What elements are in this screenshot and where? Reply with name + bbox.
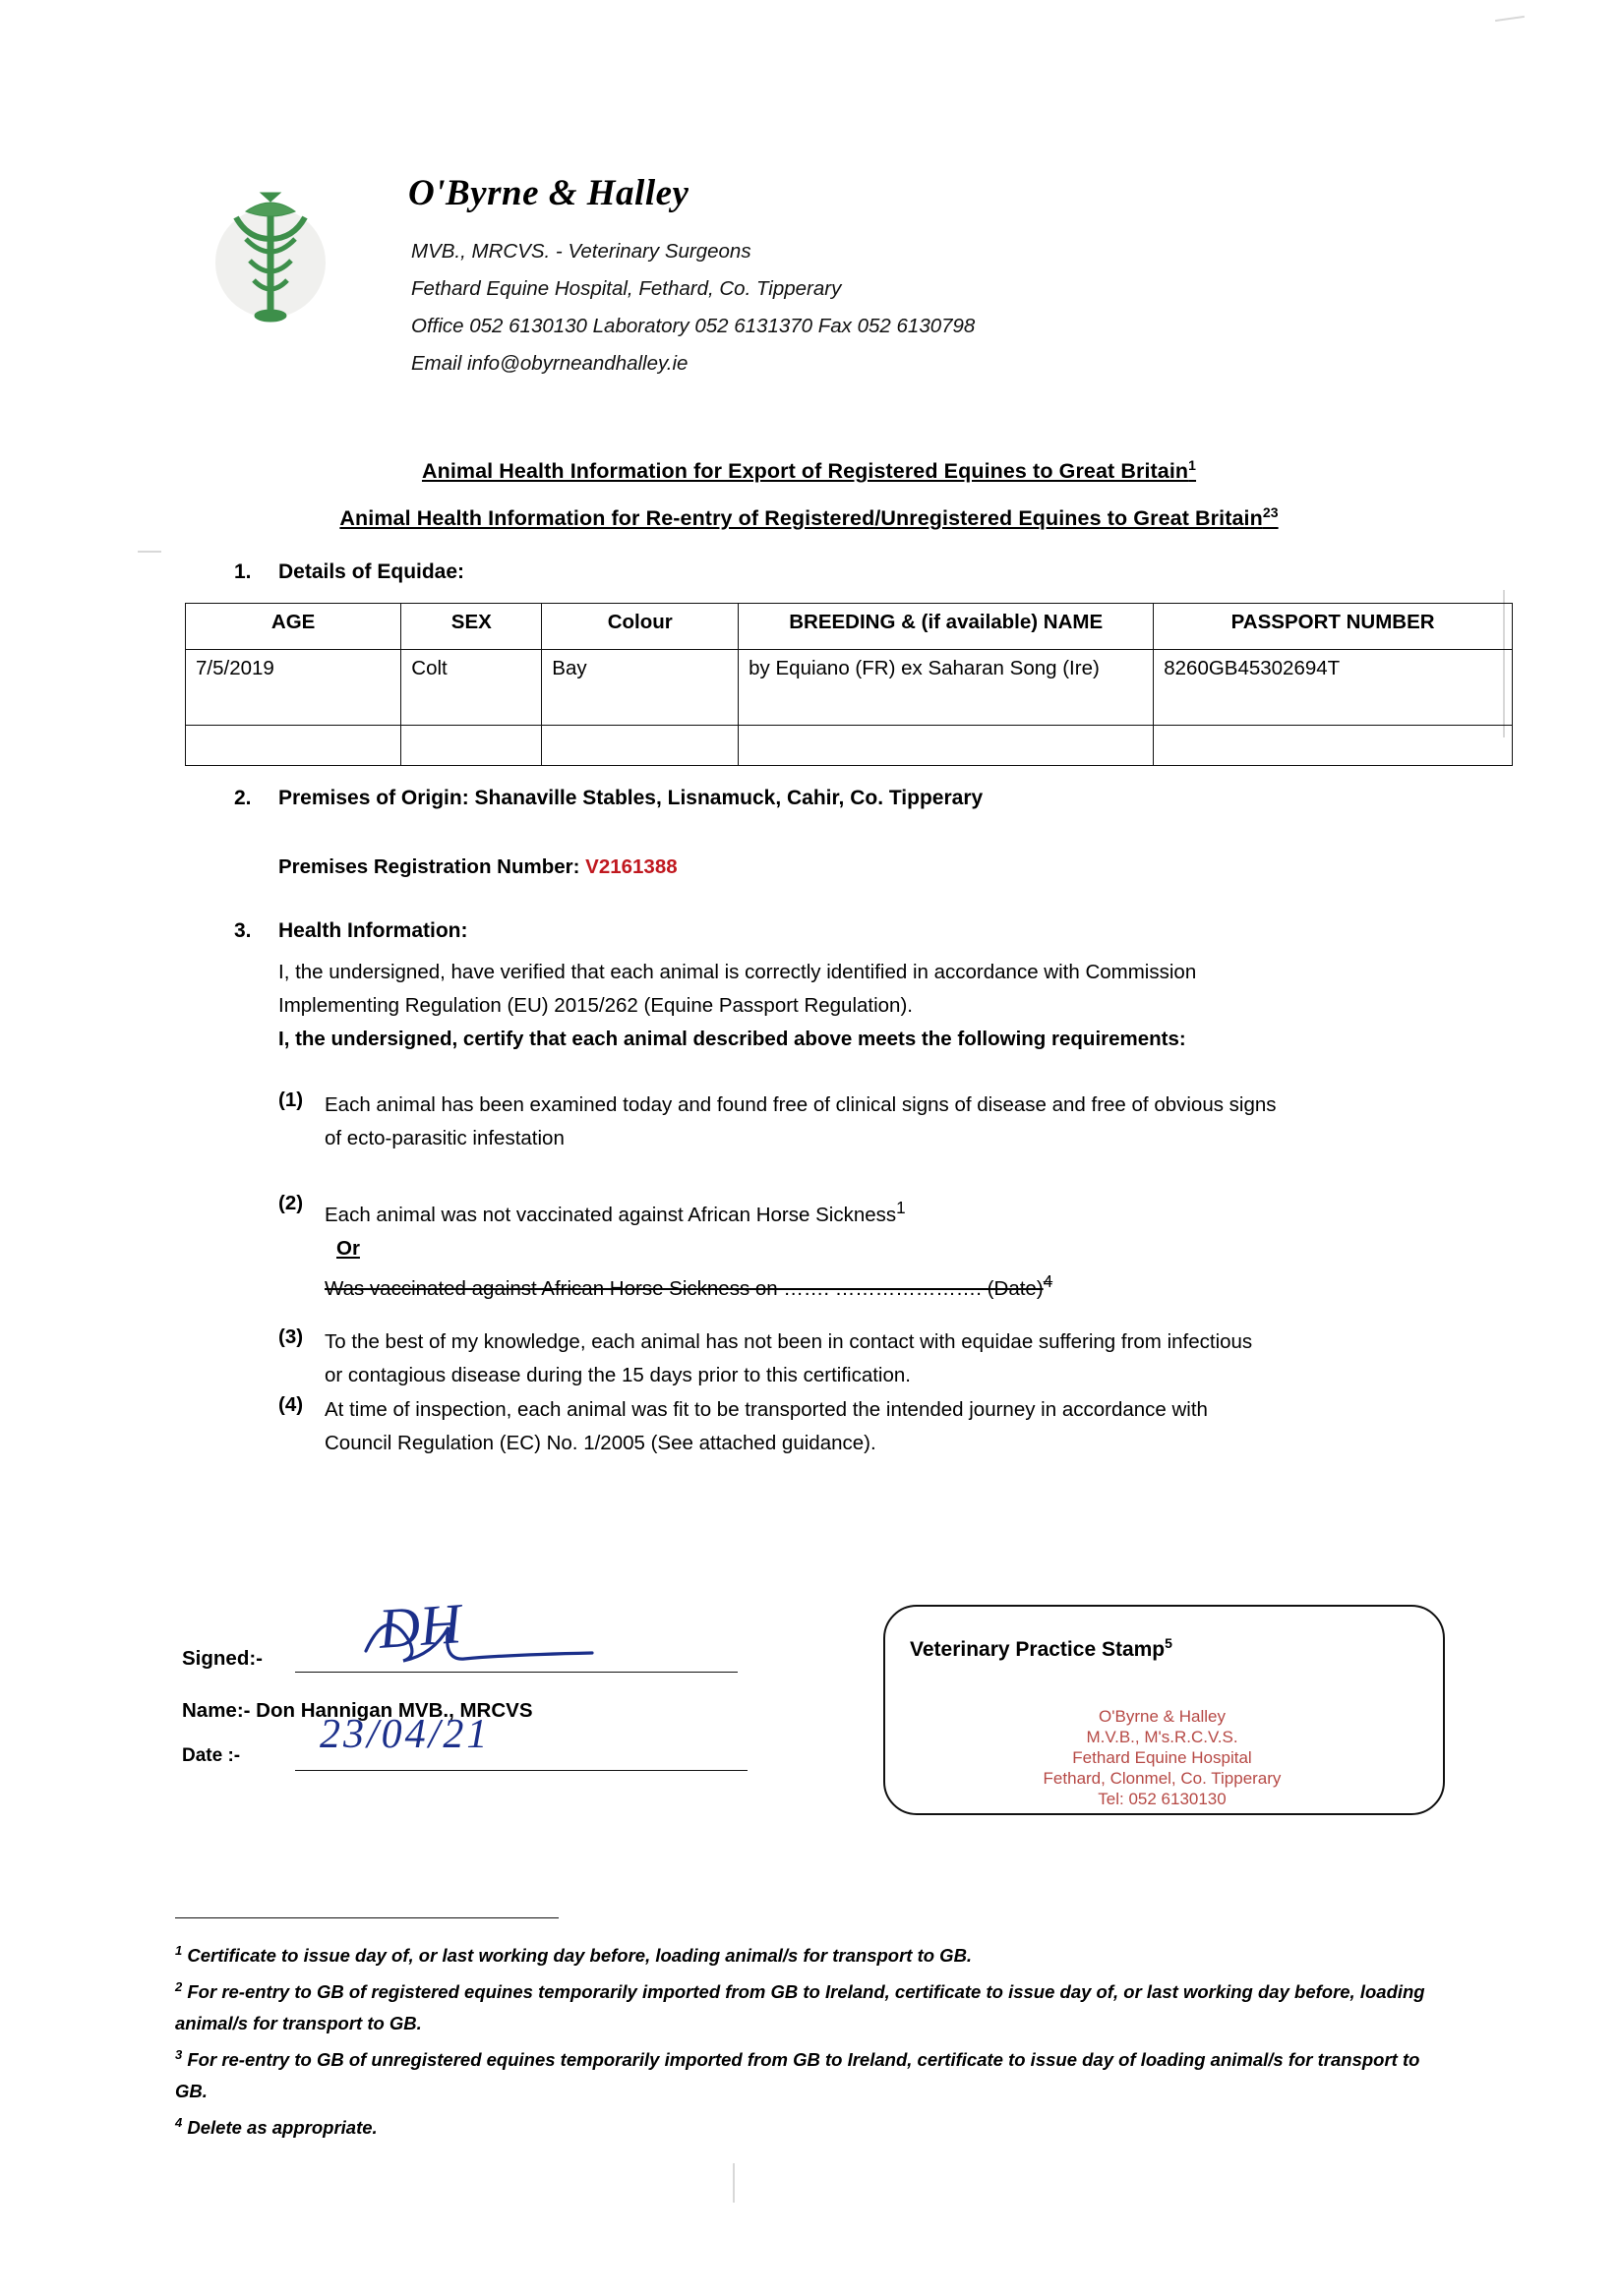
requirement-2-line-1 xyxy=(325,1192,1534,1232)
requirement-2-footnote-ref: 1 xyxy=(896,1199,906,1217)
requirement-2-line-1-text: Each animal was not vaccinated against African Horse Sickness xyxy=(325,1203,897,1226)
table-row xyxy=(186,726,1513,766)
health-info-intro-line-1: I, the undersigned, have verified that each animal is correctly identified in accordance with Commission xyxy=(278,961,1197,983)
requirement-4-line-2: Council Regulation (EC) No. 1/2005 (See attached guidance). xyxy=(325,1432,876,1454)
cell-passport xyxy=(1154,726,1513,766)
requirement-4-line-1: At time of inspection, each animal was fit to be transported the intended journey in accordance with xyxy=(325,1398,1208,1421)
footnote-2 xyxy=(175,1972,1454,2039)
title-export xyxy=(0,444,1618,492)
requirement-3-text xyxy=(325,1325,1544,1392)
col-header-passport: PASSPORT NUMBER xyxy=(1154,604,1513,650)
requirement-4-text xyxy=(325,1393,1544,1460)
section-2-heading: Premises of Origin: Shanaville Stables, Lisnamuck, Cahir, Co. Tipperary xyxy=(278,787,984,809)
practice-line-3: Office 052 6130130 Laboratory 052 6131370 Fax 052 6130798 xyxy=(411,315,976,337)
table-row xyxy=(186,650,1513,726)
stamp-title-footnote-ref: 5 xyxy=(1165,1635,1172,1651)
col-header-age: AGE xyxy=(186,604,401,650)
signatory-name: Name:- Don Hannigan MVB., MRCVS xyxy=(182,1699,533,1722)
section-2-number: 2. xyxy=(234,787,252,809)
signature-mark: DH xyxy=(376,1591,463,1661)
title-reentry-text: Animal Health Information for Re-entry of Registered/Unregistered Equines to Great Britain xyxy=(339,506,1263,531)
requirement-3-number: (3) xyxy=(278,1325,304,1348)
practice-line-4: Email info@obyrneandhalley.ie xyxy=(411,352,689,375)
title-export-footnote-ref: 1 xyxy=(1188,457,1197,473)
col-header-colour: Colour xyxy=(542,604,739,650)
footnote-4-marker: 4 xyxy=(175,2115,183,2131)
requirement-2-or-label: Or xyxy=(336,1236,360,1260)
health-info-intro-line-2: Implementing Regulation (EU) 2015/262 (Equine Passport Regulation). xyxy=(278,994,913,1017)
signature-stroke-icon xyxy=(354,1598,610,1677)
stamp-imprint xyxy=(883,1706,1441,1809)
requirement-3-line-1: To the best of my knowledge, each animal has not been in contact with equidae suffering from infectious xyxy=(325,1330,1253,1353)
stamp-imprint-line-3: Fethard Equine Hospital xyxy=(1072,1748,1252,1767)
date-value: 23/04/21 xyxy=(320,1712,491,1757)
requirement-2-struck-text: Was vaccinated against African Horse Sickness on ……. …………………. (Date) xyxy=(325,1276,1044,1300)
cell-colour: Bay xyxy=(542,650,739,726)
date-label: Date :- xyxy=(182,1745,241,1766)
requirement-2-text xyxy=(325,1192,1534,1306)
title-reentry xyxy=(0,492,1618,539)
footnote-1-text: Certificate to issue day of, or last working day before, loading animal/s for transport to GB. xyxy=(187,1945,973,1967)
date-line xyxy=(295,1770,748,1771)
equidae-details-table xyxy=(185,603,1513,766)
signed-label: Signed:- xyxy=(182,1647,263,1670)
requirement-2-struck-footnote-ref: 4 xyxy=(1043,1271,1053,1291)
table-header-row xyxy=(186,604,1513,650)
footnote-3-marker: 3 xyxy=(175,2047,183,2063)
cell-sex xyxy=(401,726,542,766)
cell-breeding: by Equiano (FR) ex Saharan Song (Ire) xyxy=(739,650,1154,726)
scan-artifact xyxy=(733,2163,735,2203)
footnotes xyxy=(175,1935,1454,2145)
scan-artifact xyxy=(138,551,161,553)
cell-breeding xyxy=(739,726,1154,766)
requirement-3-line-2: or contagious disease during the 15 days prior to this certification. xyxy=(325,1364,911,1386)
footnote-divider xyxy=(175,1917,559,1918)
premises-registration xyxy=(278,851,678,884)
practice-line-2: Fethard Equine Hospital, Fethard, Co. Tipperary xyxy=(411,277,842,300)
stamp-imprint-line-4: Fethard, Clonmel, Co. Tipperary xyxy=(1043,1769,1282,1788)
requirement-1-number: (1) xyxy=(278,1089,304,1111)
footnote-4-text: Delete as appropriate. xyxy=(187,2117,378,2139)
health-info-intro xyxy=(278,956,1449,1056)
requirement-1-line-2: of ecto-parasitic infestation xyxy=(325,1127,565,1149)
section-3-heading: Health Information: xyxy=(278,919,468,942)
document-titles xyxy=(0,444,1618,539)
cell-age: 7/5/2019 xyxy=(186,650,401,726)
cell-age xyxy=(186,726,401,766)
section-3-number: 3. xyxy=(234,919,252,942)
requirement-4-number: (4) xyxy=(278,1393,304,1416)
veterinary-practice-stamp-title xyxy=(910,1635,1172,1662)
title-export-text: Animal Health Information for Export of Registered Equines to Great Britain xyxy=(421,459,1189,484)
requirement-2-number: (2) xyxy=(278,1192,304,1214)
section-1-heading: Details of Equidae: xyxy=(278,560,465,583)
footnote-1 xyxy=(175,1935,1454,1972)
stamp-imprint-line-1: O'Byrne & Halley xyxy=(1099,1707,1226,1726)
stamp-imprint-line-2: M.V.B., M's.R.C.V.S. xyxy=(1086,1728,1238,1746)
practice-name: O'Byrne & Halley xyxy=(408,173,689,213)
caduceus-logo-icon xyxy=(187,182,354,329)
footnote-2-text: For re-entry to GB of registered equines temporarily imported from GB to Ireland, certificate to issue day of, or last working day before, loading animal/s for transport to GB. xyxy=(175,1981,1425,2034)
cell-sex: Colt xyxy=(401,650,542,726)
health-info-certify-line: I, the undersigned, certify that each animal described above meets the following requirements: xyxy=(278,1028,1186,1050)
section-1-number: 1. xyxy=(234,560,252,583)
practice-contact-block xyxy=(411,233,975,383)
cell-passport: 8260GB45302694T xyxy=(1154,650,1513,726)
col-header-breeding: BREEDING & (if available) NAME xyxy=(739,604,1154,650)
footnote-3-text: For re-entry to GB of unregistered equines temporarily imported from GB to Ireland, certificate to issue day of loading animal/s for transport to GB. xyxy=(175,2049,1420,2102)
stamp-imprint-line-5: Tel: 052 6130130 xyxy=(1098,1790,1227,1808)
requirement-1-text xyxy=(325,1089,1534,1155)
stamp-title-text: Veterinary Practice Stamp xyxy=(910,1638,1166,1661)
cell-colour xyxy=(542,726,739,766)
footnote-3 xyxy=(175,2039,1454,2107)
title-reentry-footnote-ref: 23 xyxy=(1262,504,1279,521)
footnote-4 xyxy=(175,2107,1454,2144)
requirement-1-line-1: Each animal has been examined today and found free of clinical signs of disease and free of obvious signs xyxy=(325,1093,1277,1116)
practice-line-1: MVB., MRCVS. - Veterinary Surgeons xyxy=(411,240,751,263)
footnote-1-marker: 1 xyxy=(175,1943,183,1958)
col-header-sex: SEX xyxy=(401,604,542,650)
premises-registration-label: Premises Registration Number: xyxy=(278,855,580,878)
premises-registration-number: V2161388 xyxy=(585,855,678,878)
footnote-2-marker: 2 xyxy=(175,1979,183,1995)
requirement-2-struck-line xyxy=(325,1266,1534,1306)
scan-artifact xyxy=(1495,16,1525,22)
